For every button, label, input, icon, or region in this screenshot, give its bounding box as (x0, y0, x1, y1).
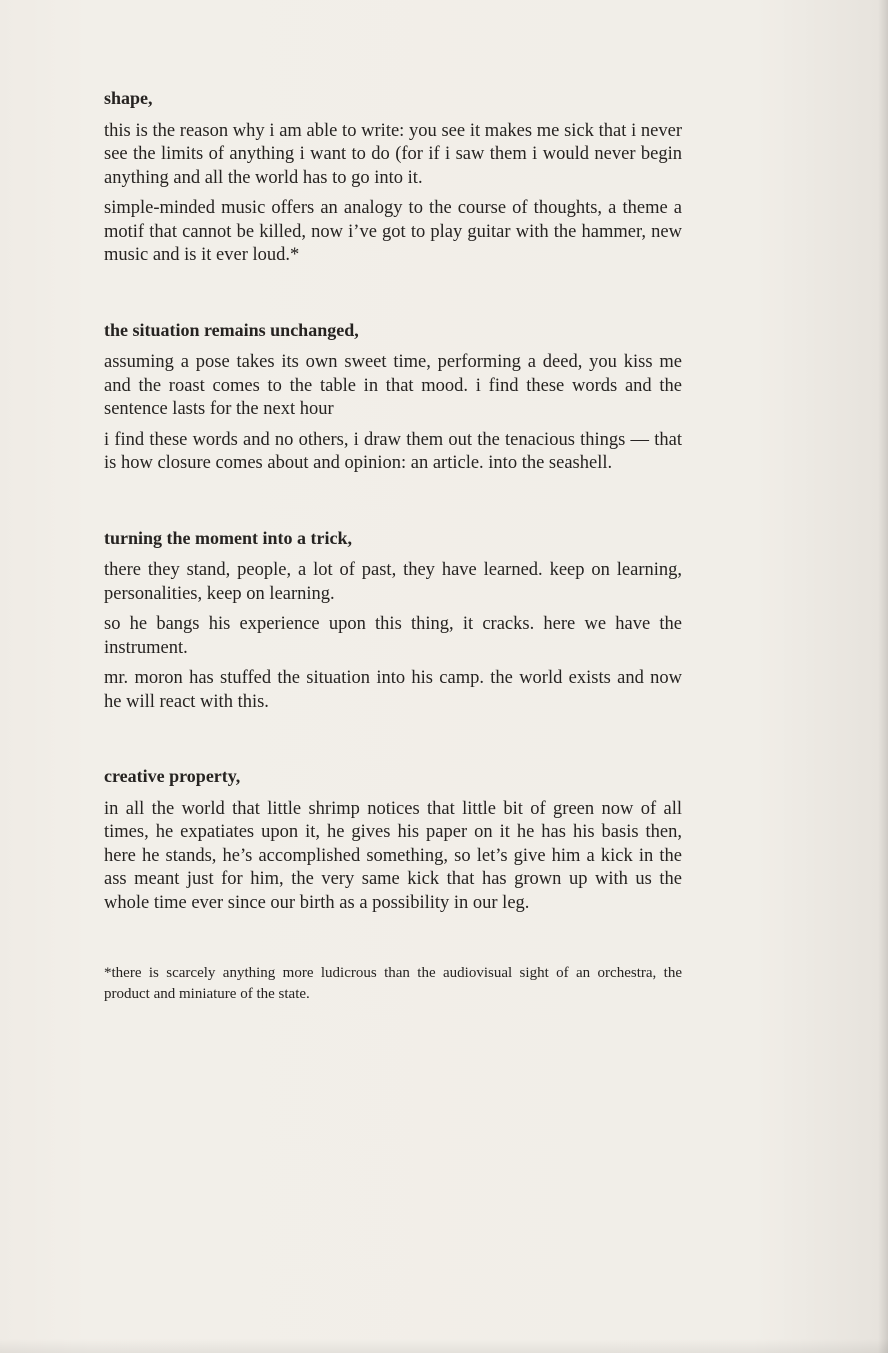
paragraph: mr. moron has stuffed the situation into his camp. the world exists and now he will react with this. (104, 668, 682, 712)
page-content (104, 88, 682, 1005)
section-shape (104, 88, 682, 268)
section-moment-trick (104, 528, 682, 715)
paragraph: assuming a pose takes its own sweet time, performing a deed, you kiss me and the roast comes to the table in that mood. i find these words and the sentence lasts for the next hour (104, 352, 682, 420)
paragraph: i find these words and no others, i draw them out the tenacious things — that is how closure comes about and opinion: an article. into the seashell. (104, 429, 682, 474)
section-heading: creative property, (104, 766, 241, 787)
section-creative-property (104, 766, 682, 915)
footnote: *there is scarcely anything more ludicrous than the audiovisual sight of an orchestra, the product and miniature of the state. (104, 965, 682, 1003)
paragraph: there they stand, people, a lot of past, they have learned. keep on learning, personalities, keep on learning. (104, 560, 682, 604)
paragraph: this is the reason why i am able to write: you see it makes me sick that i never see the limits of anything i want to do (for if i saw them i would never begin anything and all the world has to go into it. (104, 120, 682, 188)
section-heading: the situation remains unchanged, (104, 319, 359, 340)
page-edge-shadow (878, 0, 888, 1353)
paragraph: so he bangs his experience upon this thing, it cracks. here we have the instrument. (104, 614, 682, 658)
section-situation-unchanged (104, 320, 682, 476)
section-heading: shape, (104, 88, 153, 108)
paragraph: simple-minded music offers an analogy to the course of thoughts, a theme a motif that cannot be killed, now i’ve got to play guitar with the hammer, new music and is it ever loud.* (104, 198, 682, 266)
page-bottom-shadow (0, 1339, 888, 1353)
section-heading: turning the moment into a trick, (104, 527, 352, 548)
paragraph: in all the world that little shrimp notices that little bit of green now of all times, he expatiates upon it, he gives his paper on it he has his basis then, here he stands, he’s accomplished something, so let’s give him a kick in the ass meant just for him, the very same kick that has grown up with us the whole time ever since our birth as a possibility in our leg. (104, 798, 682, 913)
